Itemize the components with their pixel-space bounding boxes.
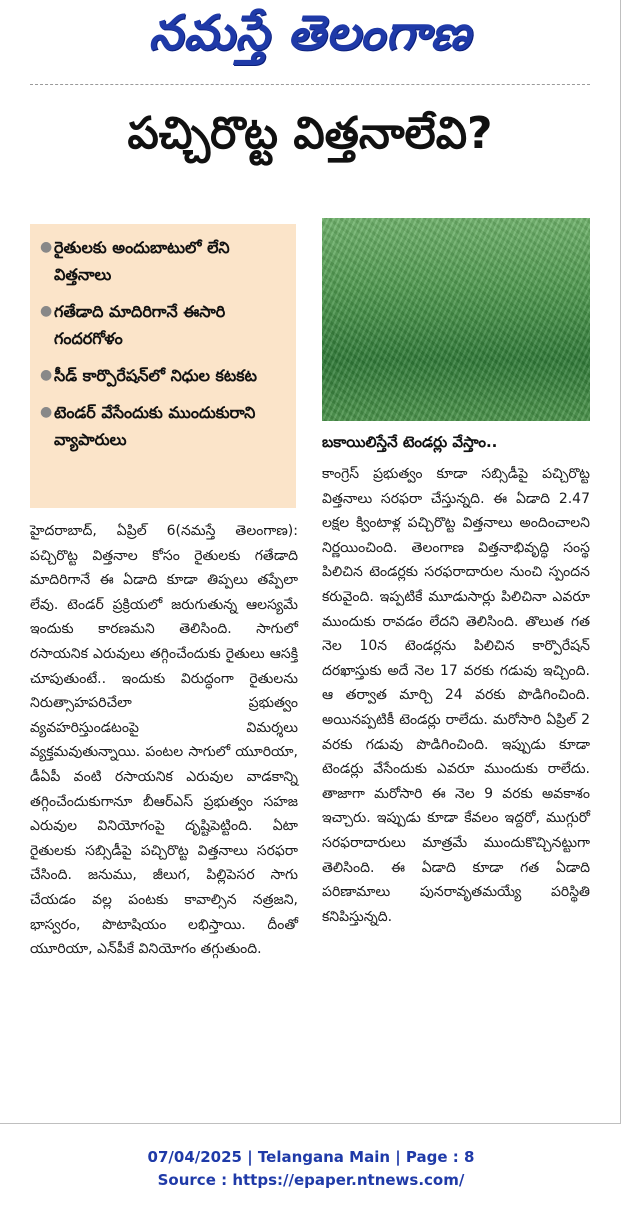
footer-source: Source : https://epaper.ntnews.com/ xyxy=(157,1171,465,1189)
footer-date-page: 07/04/2025 | Telangana Main | Page : 8 xyxy=(147,1148,475,1166)
highlight-item xyxy=(40,399,288,453)
bullet-icon: ● xyxy=(40,404,53,420)
article-body-left: హైదరాబాద్, ఏప్రిల్ 6(నమస్తే తెలంగాణ): పచ్చిరొట్ట విత్తనాల కోసం రైతులకు గతేడాది మాదిరిగానే ఈ ఏడాది కూడా తిప్పలు తప్పేలా లేవు. టెండర్ ప్రక్రియలో జరుగుతున్న ఆలస్యమే ఇందుకు కారణమని తెలిసింది. సాగులో రసాయనిక ఎరువులు తగ్గించేందుకు రైతులు ఆసక్తి చూపుతుంటే.. ఇందుకు విరుద్ధంగా రైతులను నిరుత్సాహపరిచేలా ప్రభుత్వం వ్యవహరిస్తుండటంపై విమర్శలు వ్యక్తమవుతున్నాయి. పంటల సాగులో యూరియా, డీఏపీ వంటి రసాయనిక ఎరువుల వాడకాన్ని తగ్గించేందుకుగానూ బీఆర్‌ఎస్ ప్రభుత్వం సహజ ఎరువుల వినియోగంపై దృష్టిపెట్టింది. ఏటా రైతులకు సబ్సిడీపై పచ్చిరొట్ట విత్తనాలు సరఫరా చేసింది. జనుము, జీలుగ, పిల్లిపెసర సాగు చేయడం వల్ల పంటకు కావాల్సిన నత్రజని, భాస్వరం, పొటాషియం లభిస్తాయి. దీంతో యూరియా, ఎన్‌పీకే వినియోగం తగ్గుతుంది. xyxy=(30,523,298,958)
highlight-item xyxy=(40,234,288,288)
masthead-divider xyxy=(30,84,590,85)
bullet-icon: ● xyxy=(40,367,53,383)
crop-field-photo xyxy=(322,218,590,421)
highlight-text: టెండర్ వేసేందుకు ముందుకురాని వ్యాపారులు xyxy=(54,403,256,449)
highlight-text: రైతులకు అందుబాటులో లేని విత్తనాలు xyxy=(54,238,230,284)
masthead-logo: నమస్తే తెలంగాణ xyxy=(148,5,472,61)
highlight-text: సీడ్ కార్పొరేషన్‌లో నిధుల కటకట xyxy=(54,366,257,385)
bullet-icon: ● xyxy=(40,303,53,319)
highlight-item xyxy=(40,362,288,389)
highlights-box xyxy=(30,224,296,508)
photo-caption: బకాయిలిస్తేనే టెండర్లు వేస్తాం.. xyxy=(322,433,498,451)
article-body-right: కాంగ్రెస్ ప్రభుత్వం కూడా సబ్సిడీపై పచ్చిరొట్ట విత్తనాలు సరఫరా చేస్తున్నది. ఈ ఏడాది 2.47 లక్షల క్వింటాళ్ల పచ్చిరొట్ట విత్తనాలు అందించాలని నిర్ణయించింది. తెలంగాణ విత్తనాభివృద్ధి సంస్థ పిలిచిన టెండర్లకు సరఫరాదారుల నుంచి స్పందన కరువైంది. ఇప్పటికే మూడుసార్లు పిలిచినా ఎవరూ ముందుకు రావడం లేదని తెలిసింది. తొలుత గత నెల 10న టెండర్లను పిలిచిన కార్పొరేషన్ దరఖాస్తుకు అదే నెల 17 వరకు గడువు ఇచ్చింది. ఆ తర్వాత మార్చి 24 వరకు పొడిగించింది. అయినప్పటికీ టెండర్లు రాలేదు. మరోసారి ఏప్రిల్ 2 వరకు గడువు పొడిగించింది. ఇప్పుడు కూడా టెండర్లు వేసేందుకు ఎవరూ ముందుకు రాలేదు. తాజాగా మరోసారి ఈ నెల 9 వరకు అవకాశం ఇచ్చారు. ఇప్పుడు కూడా కేవలం ఇద్దరో, ముగ్గురో సరఫరాదారులు మాత్రమే ముందుకొచ్చినట్టుగా తెలిసింది. ఈ ఏడాది కూడా గత ఏడాది పరిణామాలు పునరావృతమయ్యే పరిస్థితి కనిపిస్తున్నది. xyxy=(322,466,590,925)
bullet-icon: ● xyxy=(40,239,53,255)
headline: పచ్చిరొట్ట విత్తనాలేవి? xyxy=(127,108,493,159)
highlight-text: గతేడాది మాదిరిగానే ఈసారి గందరగోళం xyxy=(54,302,226,348)
highlight-item xyxy=(40,298,288,352)
masthead xyxy=(0,4,620,74)
